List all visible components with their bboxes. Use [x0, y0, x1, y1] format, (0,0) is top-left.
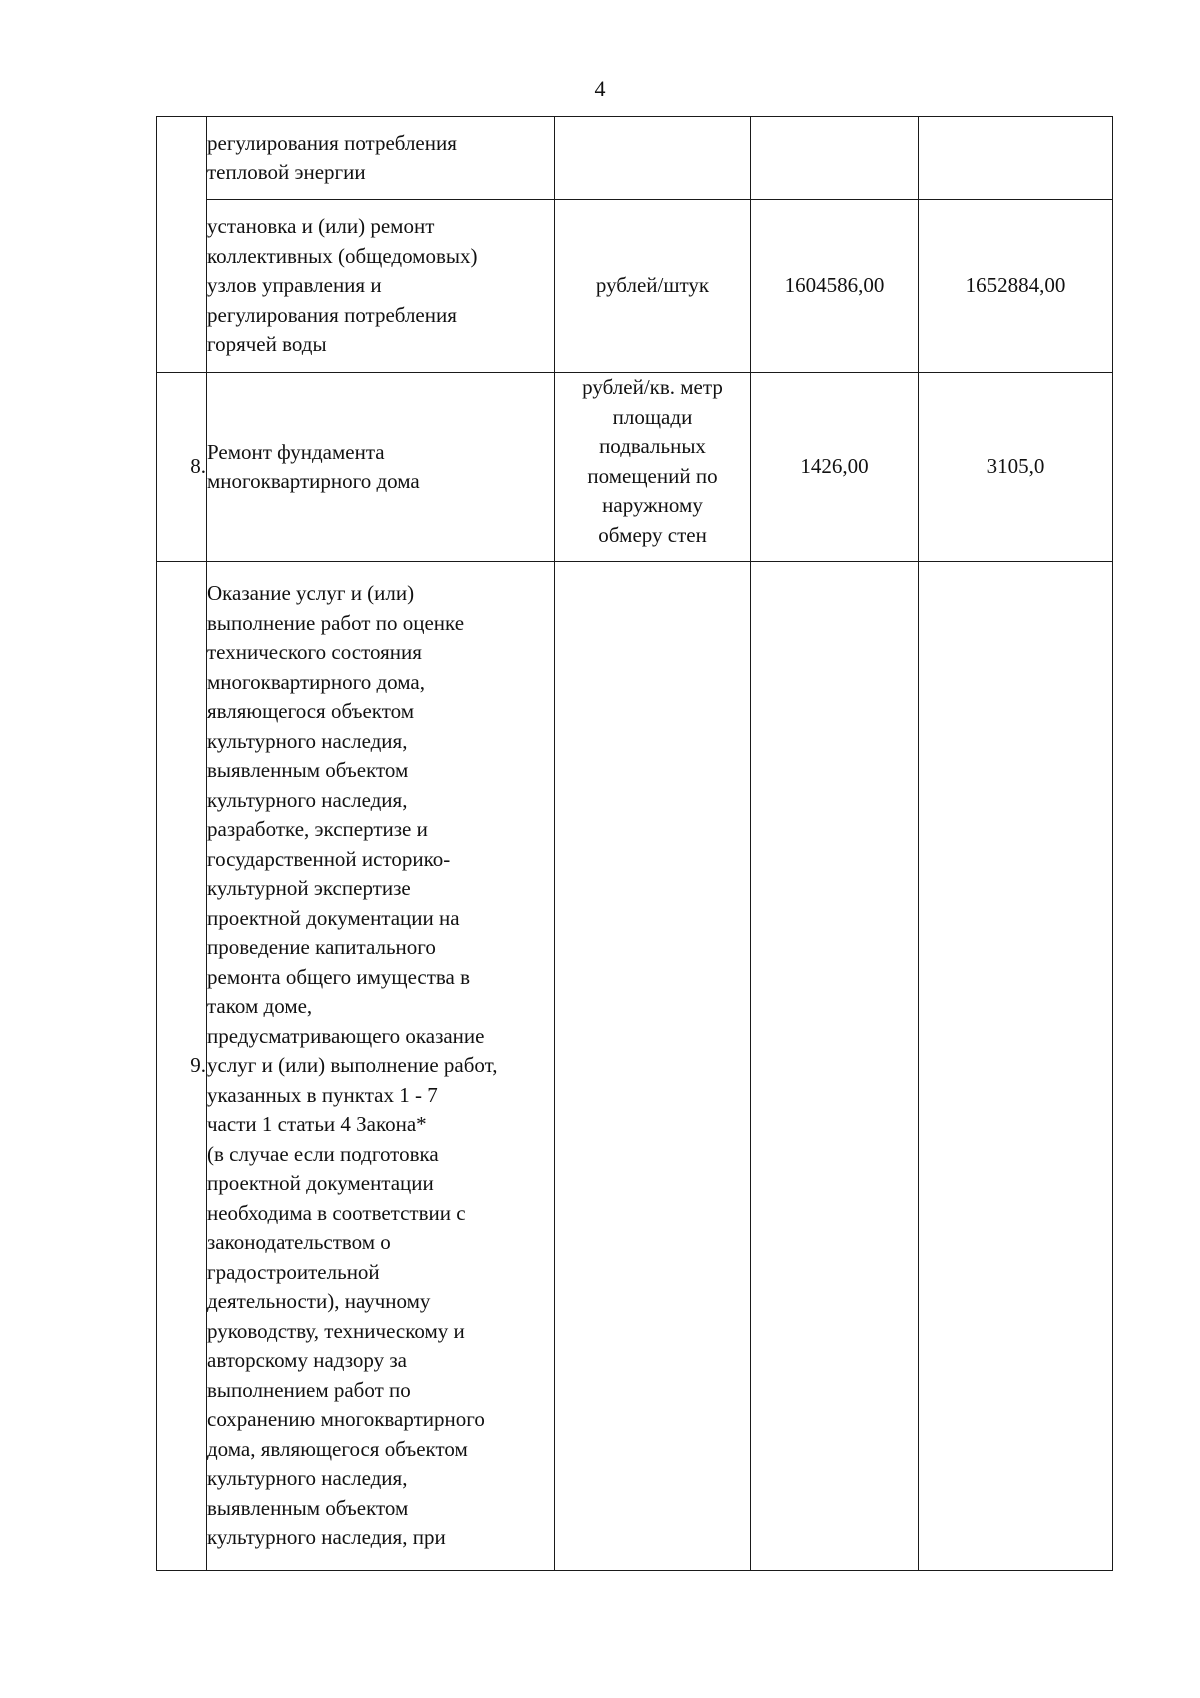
work-name: установка и (или) ремонт коллективных (общедомовых) узлов управления и регулирования потребления горячей воды	[207, 214, 478, 357]
row-number-cell	[157, 373, 207, 562]
table-row	[157, 562, 1113, 1571]
unit-cell	[555, 373, 751, 562]
table-row	[157, 117, 1113, 200]
work-name-cell	[207, 117, 555, 200]
value-cell-1	[751, 200, 919, 373]
unit-cell	[555, 562, 751, 1571]
page-number: 4	[594, 76, 606, 101]
work-name-cell	[207, 373, 555, 562]
work-name-cell	[207, 562, 555, 1571]
value-2: 3105,0	[986, 454, 1045, 479]
value-cell-2	[919, 562, 1113, 1571]
work-name: регулирования потребления тепловой энергии	[207, 130, 457, 184]
work-name: Ремонт фундамента многоквартирного дома	[207, 439, 420, 493]
value-cell-2	[919, 373, 1113, 562]
row-number-cell	[157, 562, 207, 1571]
value-cell-2	[919, 117, 1113, 200]
unit-text: рублей/штук	[595, 273, 710, 298]
row-number-cell	[157, 117, 207, 373]
value-cell-1	[751, 373, 919, 562]
row-number: 8.	[190, 454, 206, 479]
unit-text: рублей/кв. метр площади подвальных помещений по наружному обмеру стен	[582, 375, 723, 547]
work-name: Оказание услуг и (или) выполнение работ по оценке технического состояния многоквартирного дома, являющегося объектом культурного наследия, выявленным объектом культурного наследия, разработке, экспертизе и государственной историко- культурной экспертизе проектной документации на проведение капитального ремонта общего имущества в таком доме, предусматривающего оказание услуг и (или) выполнение работ, указанных в пунктах 1 - 7 части 1 статьи 4 Закона* (в случае если подготовка проектной документации необходима в соответствии с законодательством о градостроительной деятельности), научному руководству, техническому и авторскому надзору за выполнением работ по сохранению многоквартирного дома, являющегося объектом культурного наследия, выявленным объектом культурного наследия, при	[207, 581, 498, 1550]
value-cell-1	[751, 117, 919, 200]
rates-table	[156, 116, 1113, 1571]
value-1: 1426,00	[800, 454, 869, 479]
unit-cell	[555, 117, 751, 200]
value-1: 1604586,00	[784, 273, 885, 298]
value-cell-2	[919, 200, 1113, 373]
table-row	[157, 200, 1113, 373]
work-name-cell	[207, 200, 555, 373]
row-number: 9.	[190, 1053, 206, 1078]
value-cell-1	[751, 562, 919, 1571]
table-row	[157, 373, 1113, 562]
unit-cell	[555, 200, 751, 373]
value-2: 1652884,00	[965, 273, 1066, 298]
